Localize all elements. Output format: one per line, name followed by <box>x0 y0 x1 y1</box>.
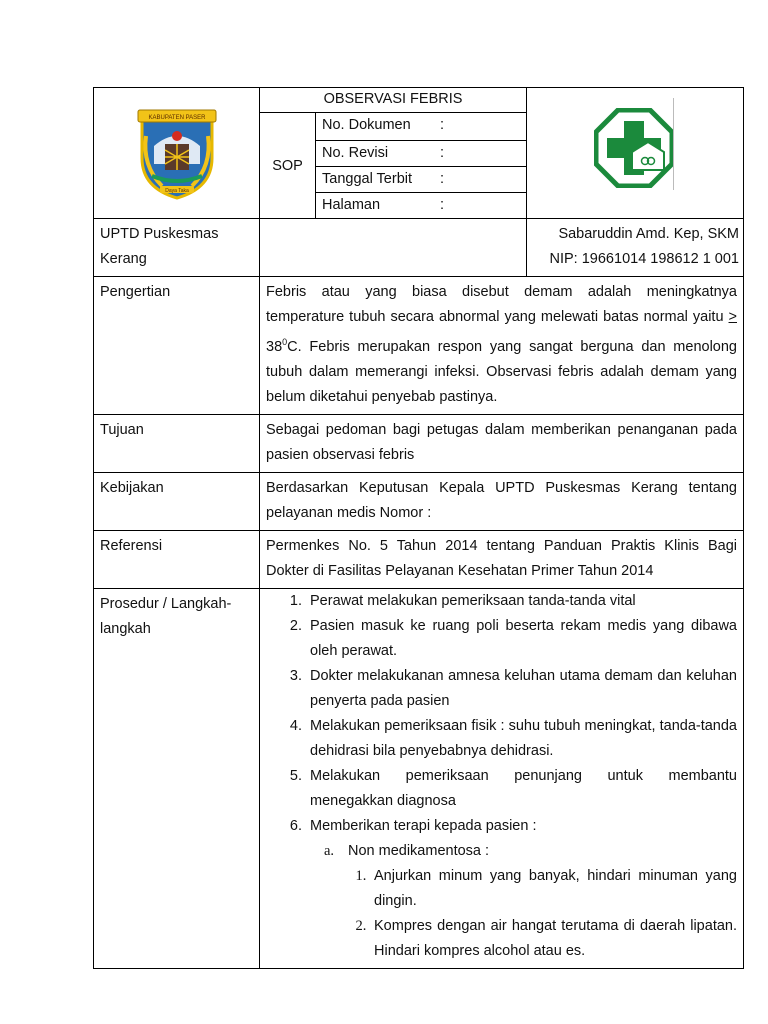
row-tujuan <box>94 414 744 472</box>
row-pengertian <box>94 277 744 415</box>
empty-cell <box>260 219 527 277</box>
procedure-steps <box>260 589 737 964</box>
referensi-text: Permenkes No. 5 Tahun 2014 tentang Panduan Praktis Klinis Bagi Dokter di Fasilitas Pelayanan Kesehatan Primer Tahun 2014 <box>260 530 744 588</box>
procedure-step-text: Memberikan terapi kepada pasien : <box>310 817 537 834</box>
meta-tanggal-terbit <box>316 167 527 193</box>
section-label: Referensi <box>94 530 260 588</box>
meta-label: No. Revisi <box>322 145 389 161</box>
tujuan-text: Sebagai pedoman bagi petugas dalam memberikan penanganan pada pasien observasi febris <box>260 414 744 472</box>
pengertian-text-pre: Febris atau yang biasa disebut demam adalah meningkatnya temperature tubuh secara abnormal yang melewati batas normal yaitu <box>266 284 737 325</box>
row-referensi <box>94 530 744 588</box>
pengertian-text-post: C. Febris merupakan respon yang sangat berguna dan menolong tubuh dalam memerangi infeksi. Observasi febris adalah demam yang belum diketahui penyebab pastinya. <box>266 338 737 405</box>
non-medication-step: 2. Kompres dengan air hangat terutama di daerah lipatan. Hindari kompres alcohol atau es. <box>370 914 737 964</box>
procedure-step: 2. Pasien masuk ke ruang poli beserta rekam medis yang dibawa oleh perawat. <box>306 614 737 664</box>
procedure-step: 5. Melakukan pemeriksaan penunjang untuk membantu menegakkan diagnosa <box>306 764 737 814</box>
puskesmas-logo-icon <box>594 108 674 188</box>
ge-symbol: > <box>728 309 737 325</box>
kebijakan-text: Berdasarkan Keputusan Kepala UPTD Puskesmas Kerang tentang pelayanan medis Nomor : <box>260 472 744 530</box>
section-label: Pengertian <box>94 277 260 415</box>
org-name: UPTD Puskesmas Kerang <box>94 219 260 277</box>
section-label: Prosedur / Langkah-langkah <box>94 588 260 968</box>
sop-body-table <box>93 276 744 969</box>
logo-divider-line <box>673 98 674 190</box>
meta-no-revisi <box>316 141 527 167</box>
procedure-step-therapy <box>306 814 737 964</box>
meta-separator: : <box>440 197 445 213</box>
puskesmas-logo-cell <box>527 88 744 219</box>
regency-logo-cell <box>94 88 260 219</box>
section-label: Kebijakan <box>94 472 260 530</box>
sop-label: SOP <box>260 113 316 219</box>
meta-separator: : <box>440 171 445 187</box>
meta-halaman <box>316 193 527 219</box>
therapy-list <box>310 839 737 964</box>
non-medication-step: 1. Anjurkan minum yang banyak, hindari minuman yang dingin. <box>370 864 737 914</box>
temperature-value: 38 <box>266 338 283 355</box>
meta-label: Tanggal Terbit <box>322 171 413 187</box>
row-prosedur <box>94 588 744 968</box>
degree-superscript: 0 <box>282 337 288 347</box>
non-medication-steps <box>324 864 737 964</box>
signatory-block <box>527 219 744 277</box>
therapy-item <box>324 839 737 964</box>
therapy-marker: a. <box>324 842 335 859</box>
procedure-step: 3. Dokter melakukanan amnesa keluhan utama demam dan keluhan penyerta pada pasien <box>306 664 737 714</box>
sop-header-table <box>93 87 744 277</box>
meta-separator: : <box>440 145 445 161</box>
procedure-step: 1. Perawat melakukan pemeriksaan tanda-tanda vital <box>306 589 737 614</box>
procedure-step: 4. Melakukan pemeriksaan fisik : suhu tubuh meningkat, tanda-tanda dehidrasi bila penyebabnya dehidrasi. <box>306 714 737 764</box>
signatory-name: Sabaruddin Amd. Kep, SKM <box>558 226 739 242</box>
logo-banner-text: KABUPATEN PASER <box>148 115 206 121</box>
sop-document <box>93 87 743 969</box>
meta-label: Halaman <box>322 197 381 213</box>
meta-no-dokumen <box>316 113 527 141</box>
section-label: Tujuan <box>94 414 260 472</box>
signatory-nip: NIP: 19661014 198612 1 001 <box>549 251 739 267</box>
therapy-label: Non medikamentosa : <box>348 842 490 859</box>
row-kebijakan <box>94 472 744 530</box>
pengertian-text <box>260 277 744 415</box>
document-title: OBSERVASI FEBRIS <box>260 88 527 113</box>
prosedur-content <box>260 588 744 968</box>
regency-crest-icon <box>132 106 222 202</box>
logo-motto-text: Daya Taka <box>165 188 189 194</box>
meta-label: No. Dokumen <box>322 117 411 133</box>
meta-separator: : <box>440 117 445 133</box>
